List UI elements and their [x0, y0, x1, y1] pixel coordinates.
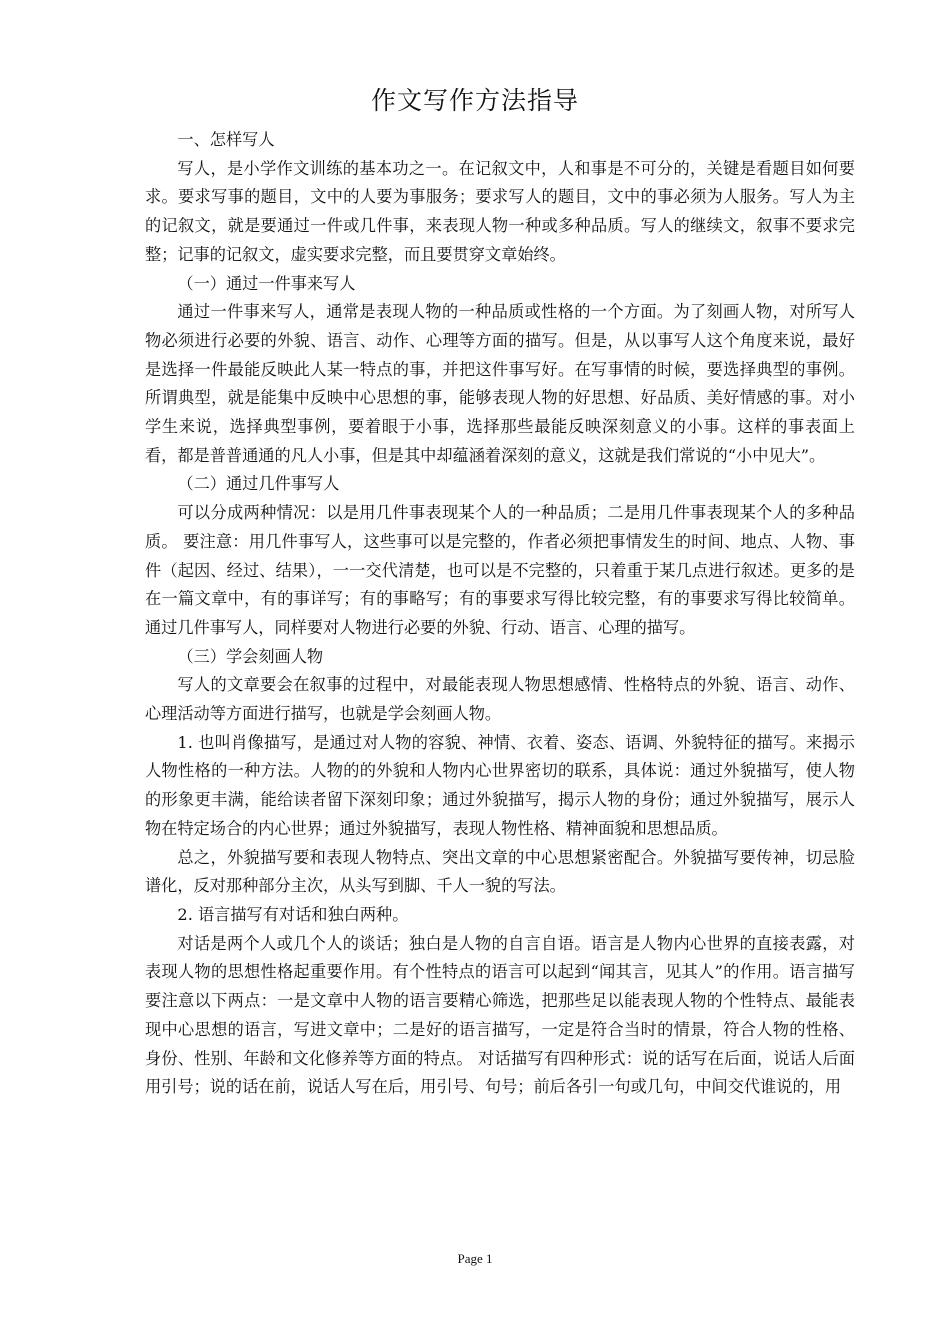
subsection-heading: （二）通过几件事写人: [177, 474, 340, 494]
paragraph: 总之，外貌描写要和表现人物特点、突出文章的中心思想紧密配合。外貌描写要传神，切忌脸谱化，反对那种部分主次，从头写到脚、千人一貌的写法。: [145, 847, 855, 896]
paragraph: 写人的文章要会在叙事的过程中，对最能表现人物思想感情、性格特点的外貌、语言、动作、心理活动等方面进行描写，也就是学会刻画人物。: [145, 675, 855, 724]
paragraph: 2. 语言描写有对话和独白两种。: [177, 904, 409, 924]
paragraph: 写人，是小学作文训练的基本功之一。在记叙文中，人和事是不可分的，关键是看题目如何要求。要求写事的题目，文中的人要为事服务；要求写人的题目，文中的事必须为人服务。写人为主的记叙文，就是要通过一件或几件事，来表现人物一种或多种品质。写人的继续文，叙事不要求完整；记事的记叙文，虚实要求完整，而且要贯穿文章始终。: [145, 158, 855, 264]
paragraph: 1. 也叫肖像描写，是通过对人物的容貌、神情、衣着、姿态、语调、外貌特征的描写。来揭示人物性格的一种方法。人物的的外貌和人物内心世界密切的联系，具体说：通过外貌描写，使人物的形象更丰满，能给读者留下深刻印象；通过外貌描写，揭示人物的身份；通过外貌描写，展示人物在特定场合的内心世界；通过外貌描写，表现人物性格、精神面貌和思想品质。: [145, 732, 855, 838]
subsection-heading: （一）通过一件事来写人: [177, 273, 356, 293]
page-number: Page 1: [457, 1251, 493, 1266]
subsection-heading: （三）学会刻画人物: [177, 646, 324, 666]
document-title: 作文写作方法指导: [370, 86, 579, 115]
document-body: [145, 126, 855, 1102]
paragraph: 对话是两个人或几个人的谈话；独白是人物的自言自语。语言是人物内心世界的直接表露，对表现人物的思想性格起重要作用。有个性特点的语言可以起到“闻其言，见其人”的作用。语言描写要注意以下两点：一是文章中人物的语言要精心筛选，把那些足以能表现人物的个性特点、最能表现中心思想的语言，写进文章中；二是好的语言描写，一定是符合当时的情景，符合人物的性格、身份、性别、年龄和文化修养等方面的特点。 对话描写有四种形式：说的话写在后面，说话人后面用引号；说的话在前，说话人写在后，用引号、句号；前后各引一句或几句，中间交代谁说的，用: [145, 933, 855, 1097]
paragraph: 通过一件事来写人，通常是表现人物的一种品质或性格的一个方面。为了刻画人物，对所写人物必须进行必要的外貌、语言、动作、心理等方面的描写。但是，从以事写人这个角度来说，最好是选择一件最能反映此人某一特点的事，并把这件事写好。在写事情的时候，要选择典型的事例。所谓典型，就是能集中反映中心思想的事，能够表现人物的好思想、好品质、美好情感的事。对小学生来说，选择典型事例，要着眼于小事，选择那些最能反映深刻意义的小事。这样的事表面上看，都是普普通通的凡人小事，但是其中却蕴涵着深刻的意义，这就是我们常说的“小中见大”。: [145, 302, 855, 465]
paragraph: 可以分成两种情况：以是用几件事表现某个人的一种品质；二是用几件事表现某个人的多种品质。 要注意：用几件事写人，这些事可以是完整的，作者必须把事情发生的时间、地点、人物、事件（起因、经过、结果），一一交代清楚，也可以是不完整的，只着重于某几点进行叙述。更多的是在一篇文章中，有的事详写；有的事略写；有的事要求写得比较完整，有的事要求写得比较简单。 通过几件事写人，同样要对人物进行必要的外貌、行动、语言、心理的描写。: [145, 503, 855, 637]
section-heading: 一、怎样写人: [177, 130, 275, 149]
